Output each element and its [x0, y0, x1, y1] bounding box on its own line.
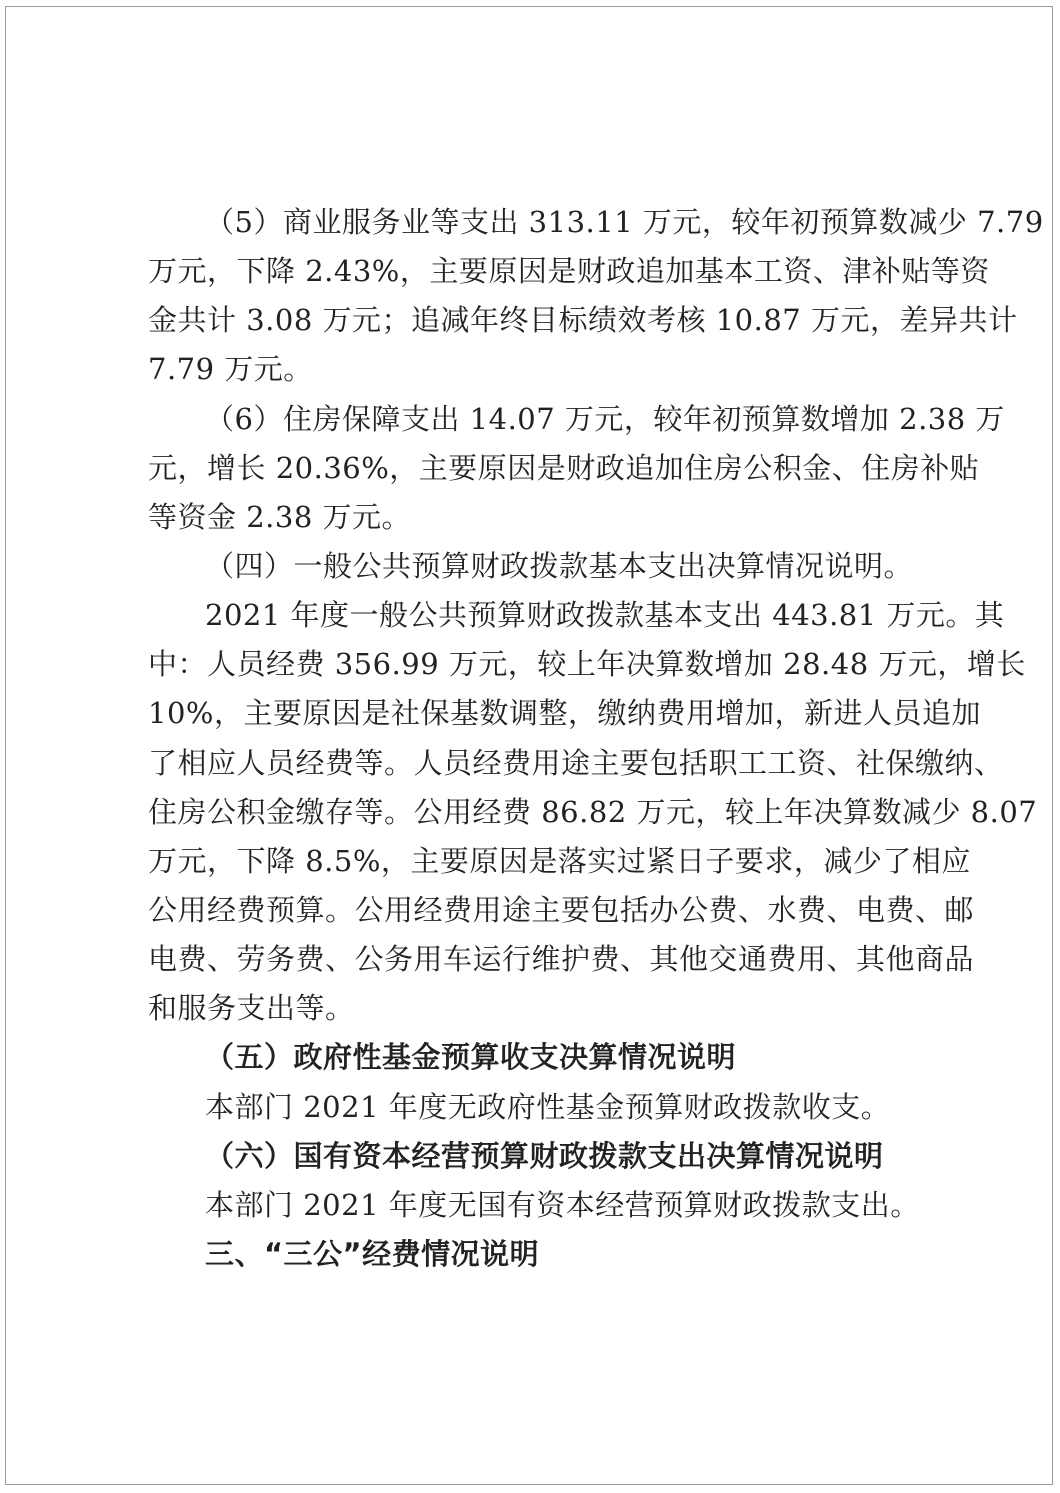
section-heading: 三、“三公”经费情况说明 — [205, 1237, 540, 1271]
paragraph-line: （6）住房保障支出 14.07 万元，较年初预算数增加 2.38 万 — [205, 402, 1005, 436]
paragraph-line: 电费、劳务费、公务用车运行维护费、其他交通费用、其他商品 — [148, 942, 975, 976]
section-heading: （四）一般公共预算财政拨款基本支出决算情况说明。 — [205, 549, 914, 583]
paragraph-line: （5）商业服务业等支出 313.11 万元，较年初预算数减少 7.79 — [205, 205, 1044, 239]
paragraph-line: 元，增长 20.36%，主要原因是财政追加住房公积金、住房补贴 — [148, 451, 980, 485]
paragraph-line: 万元，下降 8.5%，主要原因是落实过紧日子要求，减少了相应 — [148, 844, 971, 878]
paragraph-line: 万元，下降 2.43%，主要原因是财政追加基本工资、津补贴等资 — [148, 254, 990, 288]
paragraph-line: 公用经费预算。公用经费用途主要包括办公费、水费、电费、邮 — [148, 893, 975, 927]
paragraph-line: 等资金 2.38 万元。 — [148, 500, 412, 534]
paragraph-line: 2021 年度一般公共预算财政拨款基本支出 443.81 万元。其 — [205, 598, 1005, 632]
paragraph-line: 金共计 3.08 万元；追减年终目标绩效考核 10.87 万元，差异共计 — [148, 303, 1018, 337]
paragraph-line: 住房公积金缴存等。公用经费 86.82 万元，较上年决算数减少 8.07 — [148, 795, 1038, 829]
paragraph-line: 中：人员经费 356.99 万元，较上年决算数增加 28.48 万元，增长 — [148, 647, 1026, 681]
paragraph-line: 7.79 万元。 — [148, 352, 313, 386]
section-heading: （六）国有资本经营预算财政拨款支出决算情况说明 — [205, 1139, 884, 1173]
paragraph-line: 10%，主要原因是社保基数调整，缴纳费用增加，新进人员追加 — [148, 696, 981, 730]
paragraph-line: 和服务支出等。 — [148, 991, 355, 1025]
paragraph-line: 本部门 2021 年度无国有资本经营预算财政拨款支出。 — [205, 1188, 920, 1222]
paragraph-line: 本部门 2021 年度无政府性基金预算财政拨款收支。 — [205, 1090, 891, 1124]
section-heading: （五）政府性基金预算收支决算情况说明 — [205, 1040, 737, 1074]
paragraph-line: 了相应人员经费等。人员经费用途主要包括职工工资、社保缴纳、 — [148, 746, 1004, 780]
